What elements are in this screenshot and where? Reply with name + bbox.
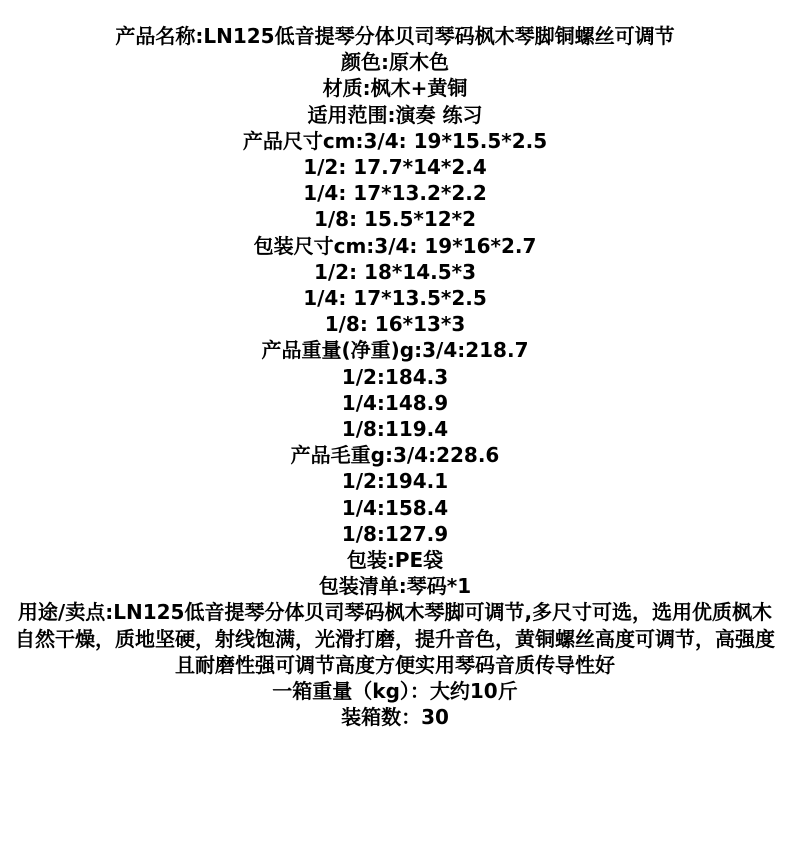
packaging-line: 包装:PE袋: [346, 548, 444, 573]
gross-weight-1-8: 1/8:127.9: [341, 521, 449, 546]
product-size-1-4: 1/4: 17*13.2*2.2: [303, 181, 487, 206]
product-name: 产品名称:LN125低音提琴分体贝司琴码枫木琴脚铜螺丝可调节: [115, 24, 675, 48]
gross-weight-1-2: 1/2:194.1: [341, 469, 449, 494]
product-size-1-2: 1/2: 17.7*14*2.4: [303, 155, 487, 180]
box-weight-line: 一箱重量（kg）：大约10斤: [272, 679, 518, 704]
package-size-3-4: 包装尺寸cm:3/4: 19*16*2.7: [253, 233, 537, 258]
usage-scope-line: 适用范围:演奏 练习: [307, 102, 483, 127]
net-weight-1-2: 1/2:184.3: [341, 364, 449, 389]
box-count-line: 装箱数：30: [341, 705, 449, 730]
net-weight-1-8: 1/8:119.4: [341, 417, 449, 442]
package-list-line: 包装清单:琴码*1: [318, 574, 472, 599]
product-size-1-8: 1/8: 15.5*12*2: [313, 207, 477, 232]
package-size-1-4: 1/4: 17*13.5*2.5: [303, 286, 487, 311]
gross-weight-1-4: 1/4:158.4: [341, 495, 449, 520]
usage-description: 用途/卖点:LN125低音提琴分体贝司琴码枫木琴脚可调节,多尺寸可选，选用优质枫木自然干燥，质地坚硬，射线饱满，光滑打磨，提升音色，黄铜螺丝高度可调节，高强度且耐磨性强可调节高度方便实用琴码音质传导性好: [15, 600, 775, 677]
net-weight-1-4: 1/4:148.9: [341, 390, 449, 415]
color-line: 颜色:原木色: [341, 50, 449, 75]
gross-weight-3-4: 产品毛重g:3/4:228.6: [290, 443, 500, 468]
material-line: 材质:枫木+黄铜: [322, 76, 468, 101]
net-weight-3-4: 产品重量(净重)g:3/4:218.7: [261, 338, 529, 363]
package-size-1-2: 1/2: 18*14.5*3: [313, 259, 477, 284]
product-size-3-4: 产品尺寸cm:3/4: 19*15.5*2.5: [242, 128, 548, 153]
package-size-1-8: 1/8: 16*13*3: [324, 312, 466, 337]
